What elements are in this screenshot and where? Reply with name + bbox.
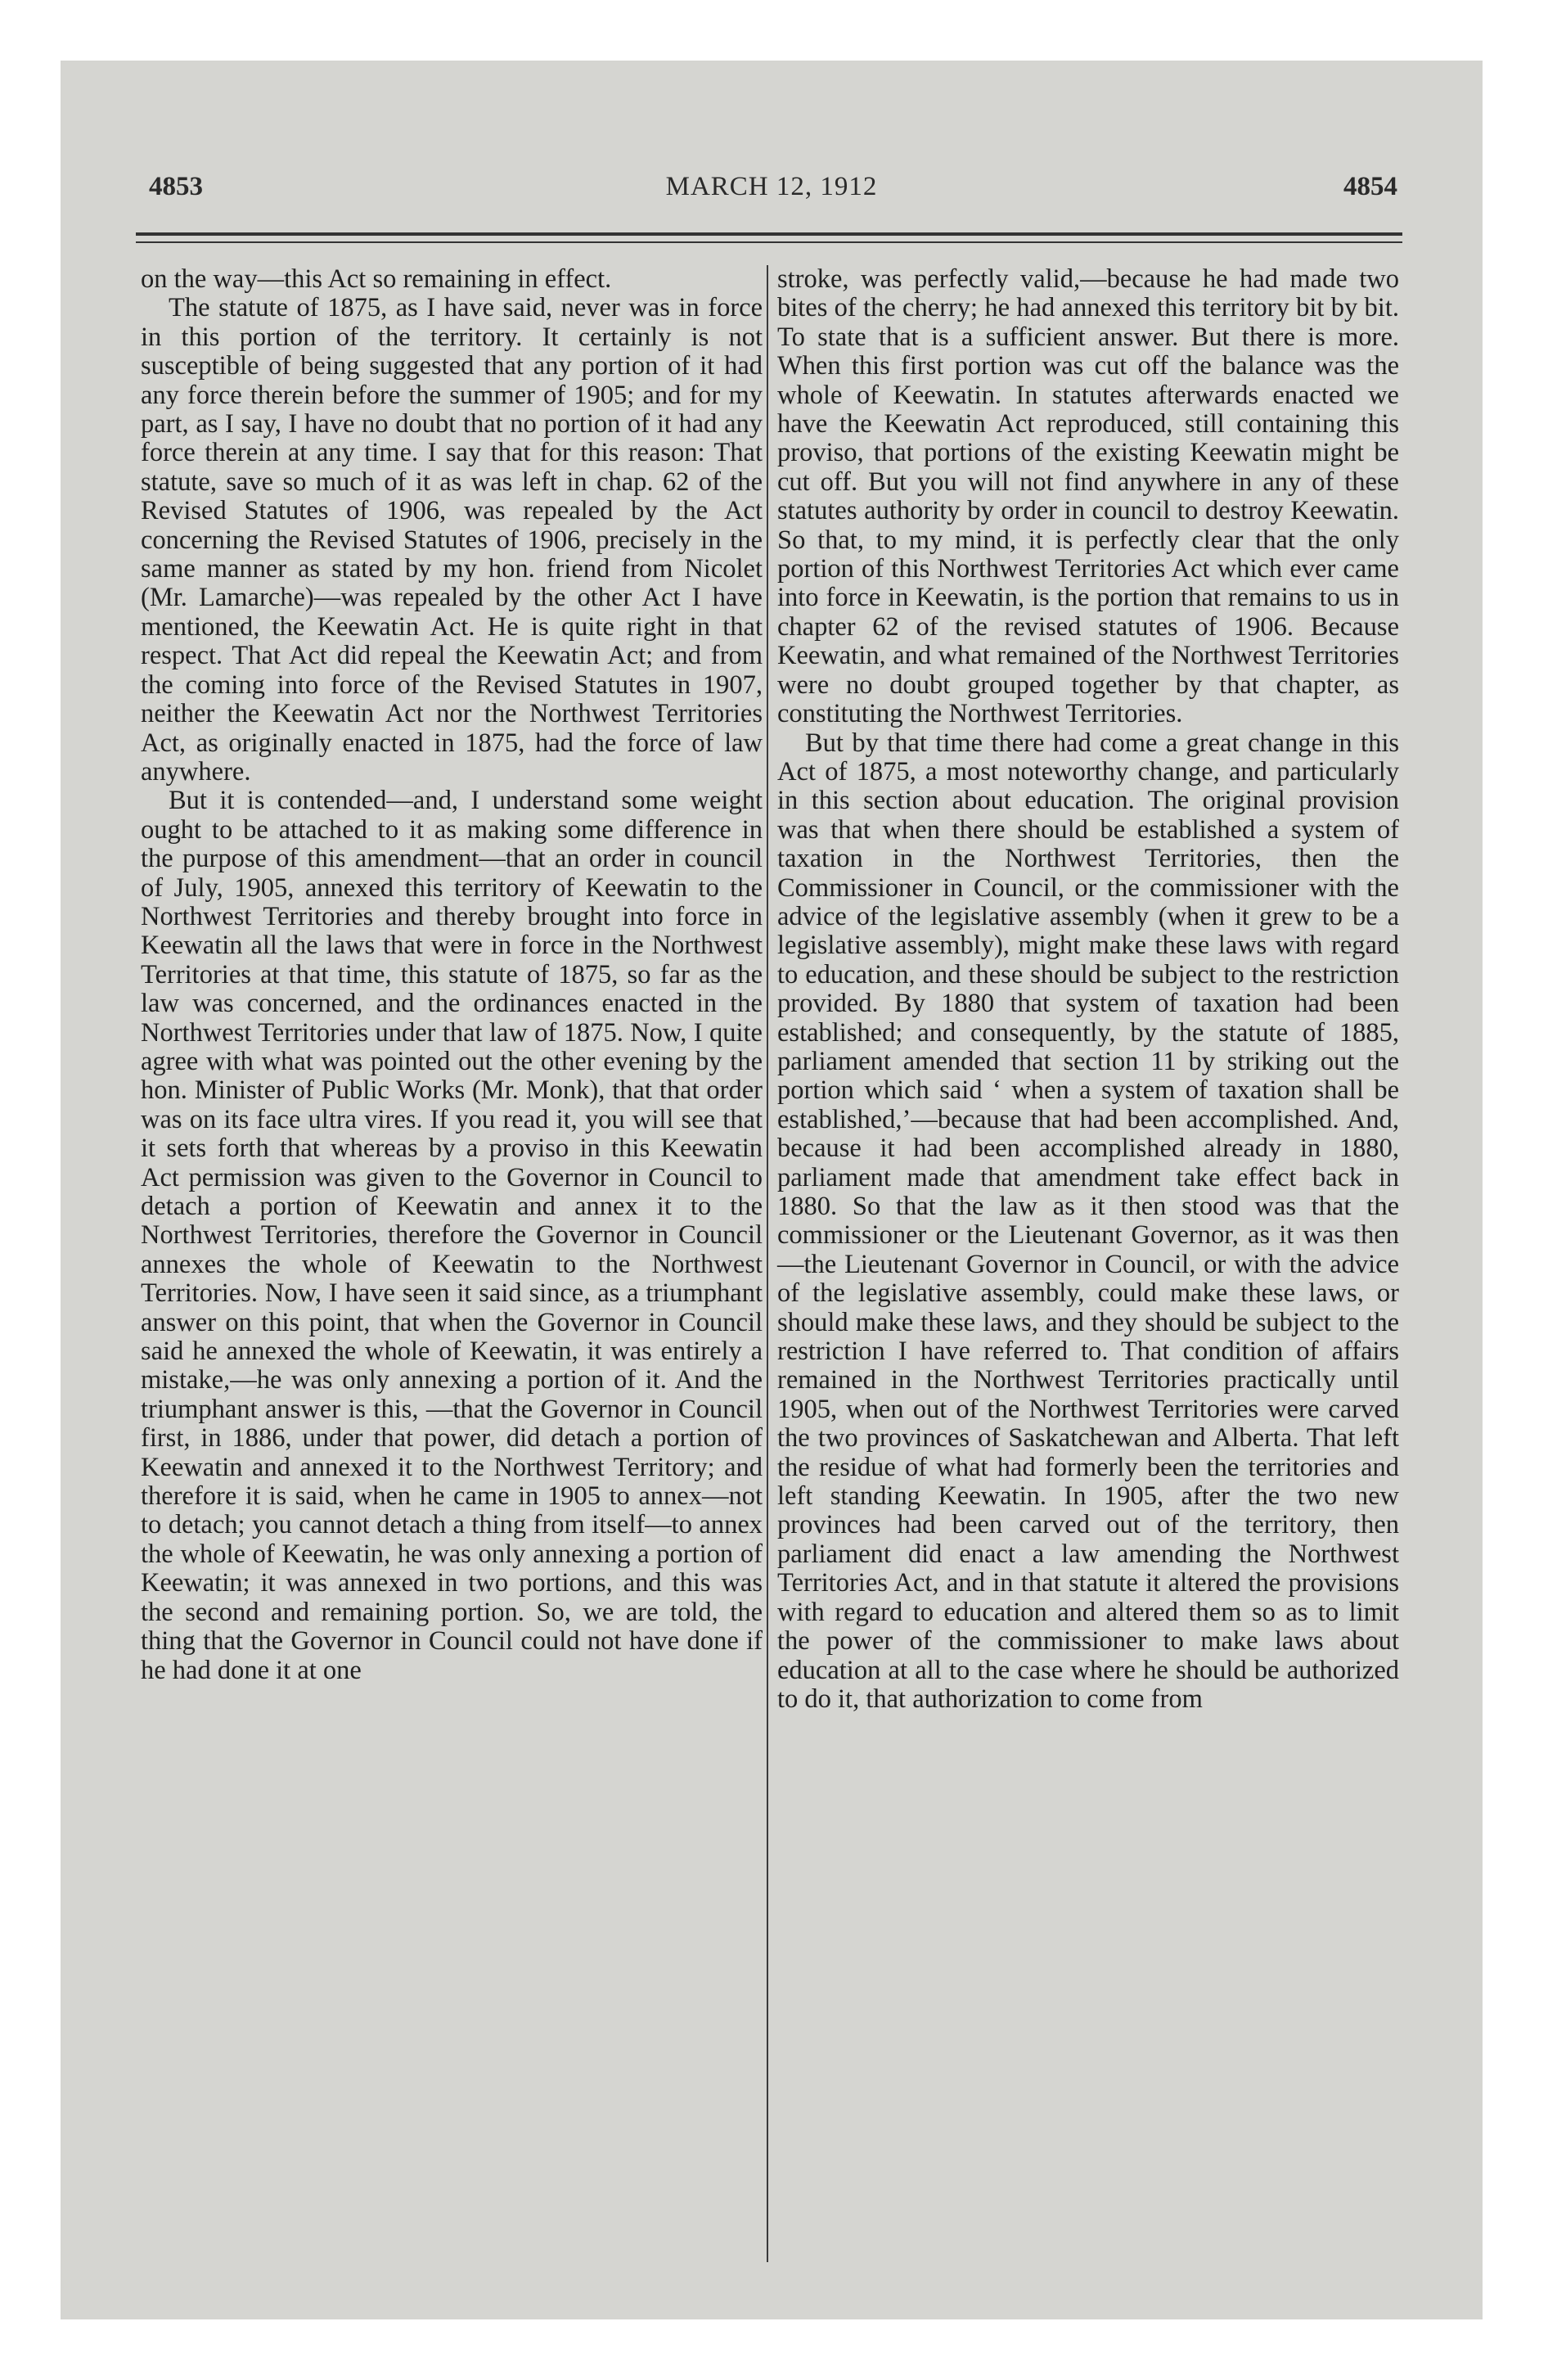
header-rule-thin (136, 241, 1402, 243)
paragraph: The statute of 1875, as I have said, never was in force in this portion of the territory. It certainly is not susceptible of being suggested that any portion of it had any force therein before the summer of 1905; and for my part, as I say, I have no doubt that no portion of it had any force therein at any time. I say that for this reason: That statute, save so much of it as was left in chap. 62 of the Revised Statutes of 1906, was repealed by the Act concerning the Revised Statutes of 1906, precisely in the same manner as stated by my hon. friend from Nicolet (Mr. Lamarche)—was repealed by the other Act I have mentioned, the Keewatin Act. He is quite right in that respect. That Act did repeal the Keewatin Act; and from the coming into force of the Revised Statutes in 1907, neither the Keewatin Act nor the Northwest Territories Act, as originally enacted in 1875, had the force of law anywhere. (141, 293, 763, 787)
column-divider (767, 265, 768, 2262)
header-date: MARCH 12, 1912 (665, 172, 878, 201)
page-sheet (61, 61, 1483, 2319)
paragraph: But by that time there had come a great change in this Act of 1875, a most noteworthy change, and particularly in this section about education. The original provision was that when there should be established a system of taxation in the Northwest Territories, then the Commissioner in Council, or the commissioner with the advice of the legislative assembly (when it grew to be a legislative assembly), might make these laws with regard to education, and these should be subject to the restriction provided. By 1880 that system of taxation had been established; and consequently, by the statute of 1885, parliament amended that section 11 by striking out the portion which said ‘ when a system of taxation shall be established,’—because that had been accomplished. And, because it had been accomplished already in 1880, parliament made that amendment take effect back in 1880. So that the law as it then stood was that the commissioner or the Lieutenant Governor, as it was then—the Lieutenant Governor in Council, or with the advice of the legislative assembly, could make these laws, or should make these laws, and they should be subject to the restriction I have referred to. That condition of affairs remained in the Northwest Territories practically until 1905, when out of the Northwest Territories were carved the two provinces of Saskatchewan and Alberta. That left the residue of what had formerly been the territories and left standing Keewatin. In 1905, after the two new provinces had been carved out of the territory, then parliament did enact a law amending the Northwest Territories Act, and in that statute it altered the provisions with regard to education and altered them so as to limit the power of the commissioner to make laws about education at all to the case where he should be authorized to do it, that authorization to come from (777, 728, 1399, 1714)
paragraph: But it is contended—and, I understand some weight ought to be attached to it as making some difference in the purpose of this amendment—that an order in council of July, 1905, annexed this territory of Keewatin to the Northwest Territories and thereby brought into force in Keewatin all the laws that were in force in the Northwest Territories at that time, this statute of 1875, so far as the law was concerned, and the ordinances enacted in the Northwest Territories under that law of 1875. Now, I quite agree with what was pointed out the other evening by the hon. Minister of Public Works (Mr. Monk), that that order was on its face ultra vires. If you read it, you will see that it sets forth that whereas by a proviso in this Keewatin Act permission was given to the Governor in Council to detach a portion of Keewatin and annex it to the Northwest Territories, therefore the Governor in Council annexes the whole of Keewatin to the Northwest Territories. Now, I have seen it said since, as a triumphant answer on this point, that when the Governor in Council said he annexed the whole of Keewatin, it was entirely a mistake,—he was only annexing a portion of it. And the triumphant answer is this, —that the Governor in Council first, in 1886, under that power, did detach a portion of Keewatin and annexed it to the Northwest Territory; and therefore it is said, when he came in 1905 to annex—not to detach; you cannot detach a thing from itself—to annex the whole of Keewatin, he was only annexing a portion of Keewatin; it was annexed in two portions, and this was the second and remaining portion. So, we are told, the thing that the Governor in Council could not have done if he had done it at one (141, 786, 763, 1685)
left-column (141, 265, 763, 1685)
page-number-right: 4854 (1343, 172, 1397, 201)
paragraph: stroke, was perfectly valid,—because he had made two bites of the cherry; he had annexed this territory bit by bit. To state that is a sufficient answer. But there is more. When this first portion was cut off the balance was the whole of Keewatin. In statutes afterwards enacted we have the Keewatin Act reproduced, still containing this proviso, that portions of the existing Keewatin might be cut off. But you will not find anywhere in any of these statutes authority by order in council to destroy Keewatin. So that, to my mind, it is perfectly clear that the only portion of this Northwest Territories Act which ever came into force in Keewatin, is the portion that remains to us in chapter 62 of the revised statutes of 1906. Because Keewatin, and what remained of the Northwest Territories were no doubt grouped together by that chapter, as constituting the Northwest Territories. (777, 264, 1399, 729)
right-column (777, 265, 1399, 1714)
paragraph: on the way—this Act so remaining in effect. (141, 264, 612, 294)
header-rule-thick (136, 232, 1402, 236)
page-number-left: 4853 (149, 172, 203, 201)
page-header (61, 172, 1483, 213)
